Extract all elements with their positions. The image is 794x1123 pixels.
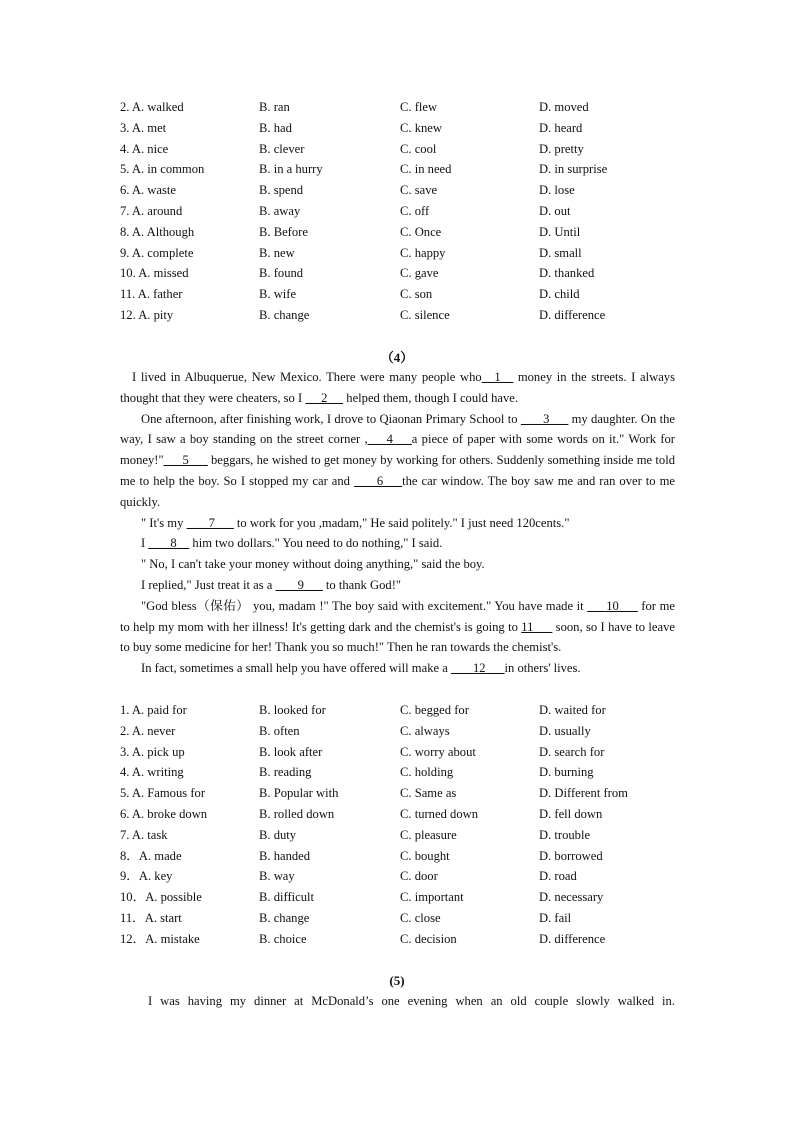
option-d[interactable]: D. borrowed [539, 848, 603, 863]
option-c[interactable]: C. son [400, 287, 433, 302]
text: for me to help my mom with her illness! It's getting dark and the chemist's is going to [120, 598, 675, 634]
text: One afternoon, after finishing work, I drove to Qiaonan Primary School to [141, 411, 521, 426]
text: " It's my [141, 515, 187, 530]
option-a[interactable]: 5. A. Famous for [120, 786, 206, 801]
blank-12[interactable]: ___12___ [450, 661, 505, 676]
text: helped them, though I could have. [343, 390, 519, 405]
option-b[interactable]: B. look after [259, 744, 323, 759]
option-a[interactable]: 9. A. complete [120, 245, 194, 260]
option-b[interactable]: B. away [259, 203, 301, 218]
option-b[interactable]: B. looked for [259, 703, 326, 717]
option-c[interactable]: C. save [400, 183, 438, 198]
blank-5[interactable]: ___5___ [163, 453, 208, 468]
option-d[interactable]: D. difference [539, 931, 606, 946]
option-d[interactable]: D. waited for [539, 703, 606, 717]
option-d[interactable]: D. usually [539, 723, 591, 738]
option-d[interactable]: D. thanked [539, 266, 595, 281]
blank-11[interactable]: 11___ [521, 619, 553, 634]
option-c[interactable]: C. cool [400, 141, 437, 156]
blank-4[interactable]: ___4___ [367, 432, 412, 447]
option-c[interactable]: C. in need [400, 162, 452, 177]
option-b[interactable]: B. handed [259, 848, 311, 863]
option-b[interactable]: B. Popular with [259, 786, 339, 801]
option-c[interactable]: C. worry about [400, 744, 476, 759]
paragraph [120, 367, 675, 409]
option-d[interactable]: D. fail [539, 910, 572, 925]
option-d[interactable]: D. lose [539, 183, 575, 198]
option-c[interactable]: C. pleasure [400, 827, 457, 842]
option-a[interactable]: 3. A. met [120, 120, 167, 135]
option-a[interactable]: 12. A. pity [120, 307, 174, 322]
option-b[interactable]: B. Before [259, 224, 308, 239]
option-d[interactable]: D. road [539, 869, 577, 884]
section4-passage [120, 367, 675, 679]
option-c[interactable]: C. off [400, 203, 430, 218]
text: to work for you ,madam," He said politely." I just need 120cents." [233, 515, 570, 530]
option-a[interactable]: 2. A. walked [120, 100, 184, 114]
paragraph [120, 575, 675, 596]
option-b[interactable]: B. change [259, 307, 310, 322]
option-c[interactable]: C. Once [400, 224, 442, 239]
option-d[interactable]: D. child [539, 287, 580, 302]
option-b[interactable]: B. clever [259, 141, 305, 156]
option-b[interactable]: B. duty [259, 827, 297, 842]
blank-10[interactable]: ___10___ [587, 598, 638, 613]
option-a[interactable]: 4. A. writing [120, 765, 184, 780]
paragraph [120, 596, 675, 658]
option-d[interactable]: D. Different from [539, 786, 628, 801]
option-d[interactable]: D. moved [539, 100, 589, 114]
option-c[interactable]: C. Same as [400, 786, 457, 801]
option-a[interactable]: 6. A. broke down [120, 806, 208, 821]
option-a[interactable]: 4. A. nice [120, 141, 169, 156]
option-c[interactable]: C. decision [400, 931, 457, 946]
option-a[interactable]: 10．A. possible [120, 890, 202, 905]
text: I replied," Just treat it as a [141, 577, 276, 592]
option-b[interactable]: B. choice [259, 931, 307, 946]
option-b[interactable]: B. found [259, 266, 304, 281]
option-c[interactable]: C. always [400, 723, 450, 738]
option-c[interactable]: C. turned down [400, 806, 479, 821]
option-c[interactable]: C. flew [400, 100, 438, 114]
option-d[interactable]: D. burning [539, 765, 594, 780]
blank-3[interactable]: ___3___ [520, 411, 569, 426]
text: beggars, he wished to get money by working for others. Suddenly something inside me told me to help the boy. So I stopped my car and [120, 453, 675, 488]
option-c[interactable]: C. silence [400, 307, 450, 322]
option-c[interactable]: C. happy [400, 245, 446, 260]
option-b[interactable]: B. spend [259, 183, 304, 198]
text: the car window. The boy saw me and ran over to me quickly. [120, 473, 675, 509]
option-d[interactable]: D. Until [539, 224, 581, 239]
option-b[interactable]: B. often [259, 723, 300, 738]
option-d[interactable]: D. trouble [539, 827, 591, 842]
option-d[interactable]: D. heard [539, 120, 583, 135]
option-c[interactable]: C. knew [400, 120, 442, 135]
option-c[interactable]: C. begged for [400, 703, 469, 717]
option-c[interactable]: C. holding [400, 765, 454, 780]
text: soon, so I have to leave to buy some medicine for her! Thank you so much!" Then he ran towards the chemist's. [120, 619, 675, 655]
option-c[interactable]: C. important [400, 890, 464, 905]
text: I [141, 536, 149, 551]
option-a[interactable]: 12．A. mistake [120, 931, 200, 946]
option-d[interactable]: D. difference [539, 307, 606, 322]
option-a[interactable]: 5. A. in common [120, 162, 205, 177]
option-a[interactable]: 7. A. task [120, 827, 168, 842]
option-b[interactable]: B. change [259, 910, 310, 925]
option-a[interactable]: 1. A. paid for [120, 703, 187, 717]
text: a piece of paper with some words on it." Work for money!" [120, 432, 676, 468]
section4-title: （4） [380, 350, 414, 365]
option-b[interactable]: B. way [259, 869, 295, 884]
option-a[interactable]: 8. A. Although [120, 224, 195, 239]
option-d[interactable]: D. small [539, 245, 582, 260]
option-a[interactable]: 3. A. pick up [120, 744, 185, 759]
blank-7[interactable]: ___7___ [186, 515, 234, 530]
option-d[interactable]: D. fell down [539, 806, 603, 821]
option-a[interactable]: 7. A. around [120, 203, 183, 218]
blank-2[interactable]: __2__ [305, 390, 344, 405]
option-a[interactable]: 10. A. missed [120, 266, 189, 281]
option-b[interactable]: B. had [259, 120, 292, 135]
text: in others' lives. [504, 661, 581, 676]
blank-6[interactable]: ___6___ [353, 473, 403, 488]
option-d[interactable]: D. necessary [539, 890, 604, 905]
text: him two dollars." You need to do nothing," I said. [189, 536, 443, 551]
section5-title: (5) [389, 973, 405, 988]
text: money in the streets. I always thought that they were cheaters, so I [120, 370, 675, 405]
option-d[interactable]: D. search for [539, 744, 605, 759]
option-b[interactable]: B. new [259, 245, 295, 260]
blank-9[interactable]: ___9___ [275, 577, 323, 592]
text: "God bless（保佑） you, madam !" The boy said with excitement." You have made it [141, 598, 588, 613]
option-b[interactable]: B. difficult [259, 890, 315, 905]
blank-1[interactable]: __1__ [481, 370, 514, 384]
option-b[interactable]: B. reading [259, 765, 312, 780]
option-c[interactable]: C. gave [400, 266, 439, 281]
option-c[interactable]: C. close [400, 910, 441, 925]
option-d[interactable]: D. in surprise [539, 162, 608, 177]
option-c[interactable]: C. bought [400, 848, 450, 863]
option-d[interactable]: D. out [539, 203, 571, 218]
option-a[interactable]: 9．A. key [120, 869, 173, 884]
option-b[interactable]: B. rolled down [259, 806, 335, 821]
option-a[interactable]: 8．A. made [120, 848, 182, 863]
option-b[interactable]: B. in a hurry [259, 162, 323, 177]
option-a[interactable]: 6. A. waste [120, 183, 176, 198]
text: to thank God!" [322, 577, 402, 592]
blank-8[interactable]: ___8__ [148, 536, 190, 551]
paragraph [120, 409, 675, 513]
option-b[interactable]: B. ran [259, 100, 290, 114]
option-a[interactable]: 11．A. start [120, 910, 182, 925]
option-d[interactable]: D. pretty [539, 141, 584, 156]
text: I lived in Albuquerue, New Mexico. There were many people who [132, 370, 482, 384]
option-b[interactable]: B. wife [259, 287, 297, 302]
paragraph [120, 513, 675, 534]
section5-paragraph: I was having my dinner at McDonald’s one evening when an old couple slowly walked in. [148, 994, 675, 1008]
paragraph: " No, I can't take your money without doing anything," said the boy. [141, 557, 485, 572]
option-a[interactable]: 11. A. father [120, 287, 183, 302]
paragraph [120, 533, 675, 554]
option-a[interactable]: 2. A. never [120, 723, 176, 738]
text: my daughter. On the way, I saw a boy standing on the street corner , [120, 411, 675, 447]
option-c[interactable]: C. door [400, 869, 438, 884]
text: In fact, sometimes a small help you have offered will make a [141, 661, 451, 676]
paragraph [120, 658, 675, 679]
